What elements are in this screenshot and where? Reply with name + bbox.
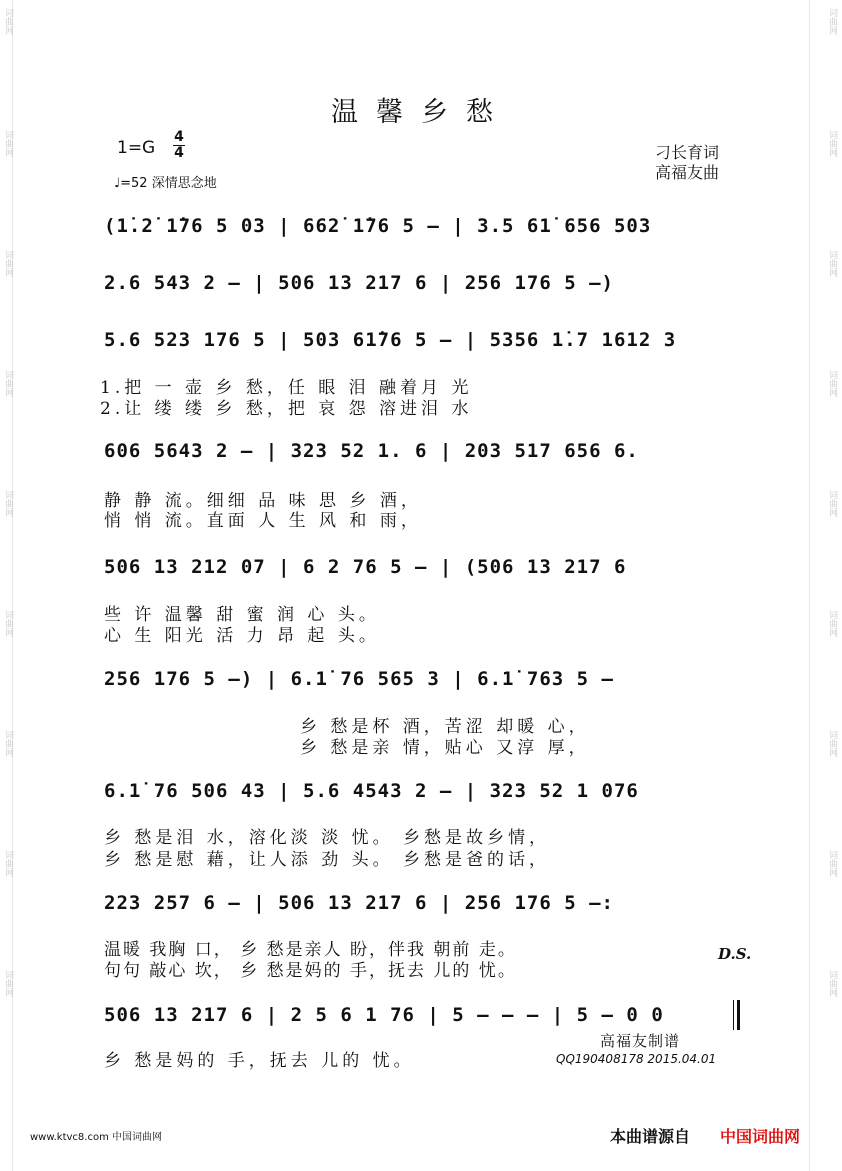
notation-line: 256 176 5 –) | 6.1̇ 76 565 3 | 6.1̇ 763 5 –: [104, 668, 614, 690]
qq-date-stamp: QQ190408178 2015.04.01: [556, 1052, 717, 1066]
watermark-left: 词曲网: [3, 250, 13, 277]
lyric-line: 乡 愁是妈的 手，抚去 儿的 忧。: [104, 1051, 415, 1071]
watermark-left: 词曲网: [3, 490, 13, 517]
lyric-line: 温暖 我胸 口， 乡 愁是亲人 盼，伴我 朝前 走。: [104, 940, 517, 960]
tempo-marking: ♩=52 深情思念地: [114, 176, 217, 191]
watermark-left: 词曲网: [3, 370, 13, 397]
lyric-line: 心 生 阳光 活 力 昂 起 头。: [104, 626, 380, 646]
watermark-right: 词曲网: [827, 610, 837, 637]
footer-source-label: 本曲谱源自: [610, 1127, 691, 1146]
watermark-left: 词曲网: [3, 8, 13, 35]
notation-line: 506 13 212 07 | 6 2 76 5 – | (506 13 217 6: [104, 556, 627, 578]
lyric-line: 些 许 温馨 甜 蜜 润 心 头。: [104, 605, 380, 625]
transcriber-credit: 高福友制谱: [600, 1032, 681, 1050]
final-barline: [733, 1000, 734, 1030]
watermark-right: 词曲网: [827, 730, 837, 757]
footer-site[interactable]: www.ktvc8.com 中国词曲网: [30, 1132, 163, 1143]
notation-line: 5.6 523 176 5 | 503 61̇76 5 – | 5356 1̇.7 1612 3: [104, 329, 677, 351]
watermark-right: 词曲网: [827, 250, 837, 277]
footer-source-name[interactable]: 中国词曲网: [720, 1127, 801, 1146]
notation-line: 2.6 543 2 – | 506 13 217 6 | 256 176 5 –): [104, 272, 614, 294]
time-signature-top: 4: [174, 129, 184, 145]
lyric-line: 1.把 一 壶 乡 愁，任 眼 泪 融着月 光: [100, 378, 473, 398]
composer-credit: 高福友曲: [655, 163, 720, 182]
lyric-line: 乡 愁是慰 藉，让人添 劲 头。 乡愁是爸的话，: [104, 850, 551, 870]
notation-line: (1̇.2̇ 1̇76 5 03 | 662̇ 1̇76 5 – | 3.5 61̇ 656 503: [104, 215, 652, 237]
watermark-right: 词曲网: [827, 970, 837, 997]
lyric-line: 2.让 缕 缕 乡 愁，把 哀 怨 溶进泪 水: [100, 399, 473, 419]
watermark-right: 词曲网: [827, 370, 837, 397]
time-signature-bottom: 4: [174, 145, 184, 161]
lyric-line: 乡 愁是泪 水，溶化淡 淡 忧。 乡愁是故乡情，: [104, 828, 551, 848]
notation-line: 6.1̇ 76 506 43 | 5.6 4543 2 – | 323 52 1 076: [104, 780, 639, 802]
lyric-line: 静 静 流。细细 品 味 思 乡 酒，: [104, 491, 422, 511]
lyric-line: 乡 愁是亲 情，贴心 又淳 厚，: [300, 738, 590, 758]
key-signature: 1=G: [117, 138, 156, 158]
watermark-left: 词曲网: [3, 130, 13, 157]
final-barline-thick: [737, 1000, 740, 1030]
notation-line: 506 13 217 6 | 2 5 6 1 76 | 5 – – – | 5 – 0 0: [104, 1004, 664, 1026]
watermark-left: 词曲网: [3, 610, 13, 637]
watermark-right: 词曲网: [827, 490, 837, 517]
watermark-right: 词曲网: [827, 130, 837, 157]
time-signature: [172, 130, 186, 161]
song-title: 温馨乡愁: [331, 97, 511, 128]
watermark-right: 词曲网: [827, 8, 837, 35]
notation-line: 223 257 6 – | 506 13 217 6 | 256 176 5 –:: [104, 892, 614, 914]
watermark-left: 词曲网: [3, 970, 13, 997]
dal-segno-mark: D.S.: [718, 945, 752, 963]
lyricist-credit: 刁长育词: [655, 143, 720, 162]
notation-line: 606 5643 2 – | 323 52 1. 6 | 203 517 656 6.: [104, 440, 639, 462]
lyric-line: 乡 愁是杯 酒，苦涩 却暖 心，: [300, 717, 590, 737]
watermark-left: 词曲网: [3, 730, 13, 757]
lyric-line: 悄 悄 流。直面 人 生 风 和 雨，: [104, 511, 422, 531]
watermark-left: 词曲网: [3, 850, 13, 877]
watermark-right: 词曲网: [827, 850, 837, 877]
lyric-line: 句句 敲心 坎， 乡 愁是妈的 手，抚去 儿的 忧。: [104, 961, 517, 981]
